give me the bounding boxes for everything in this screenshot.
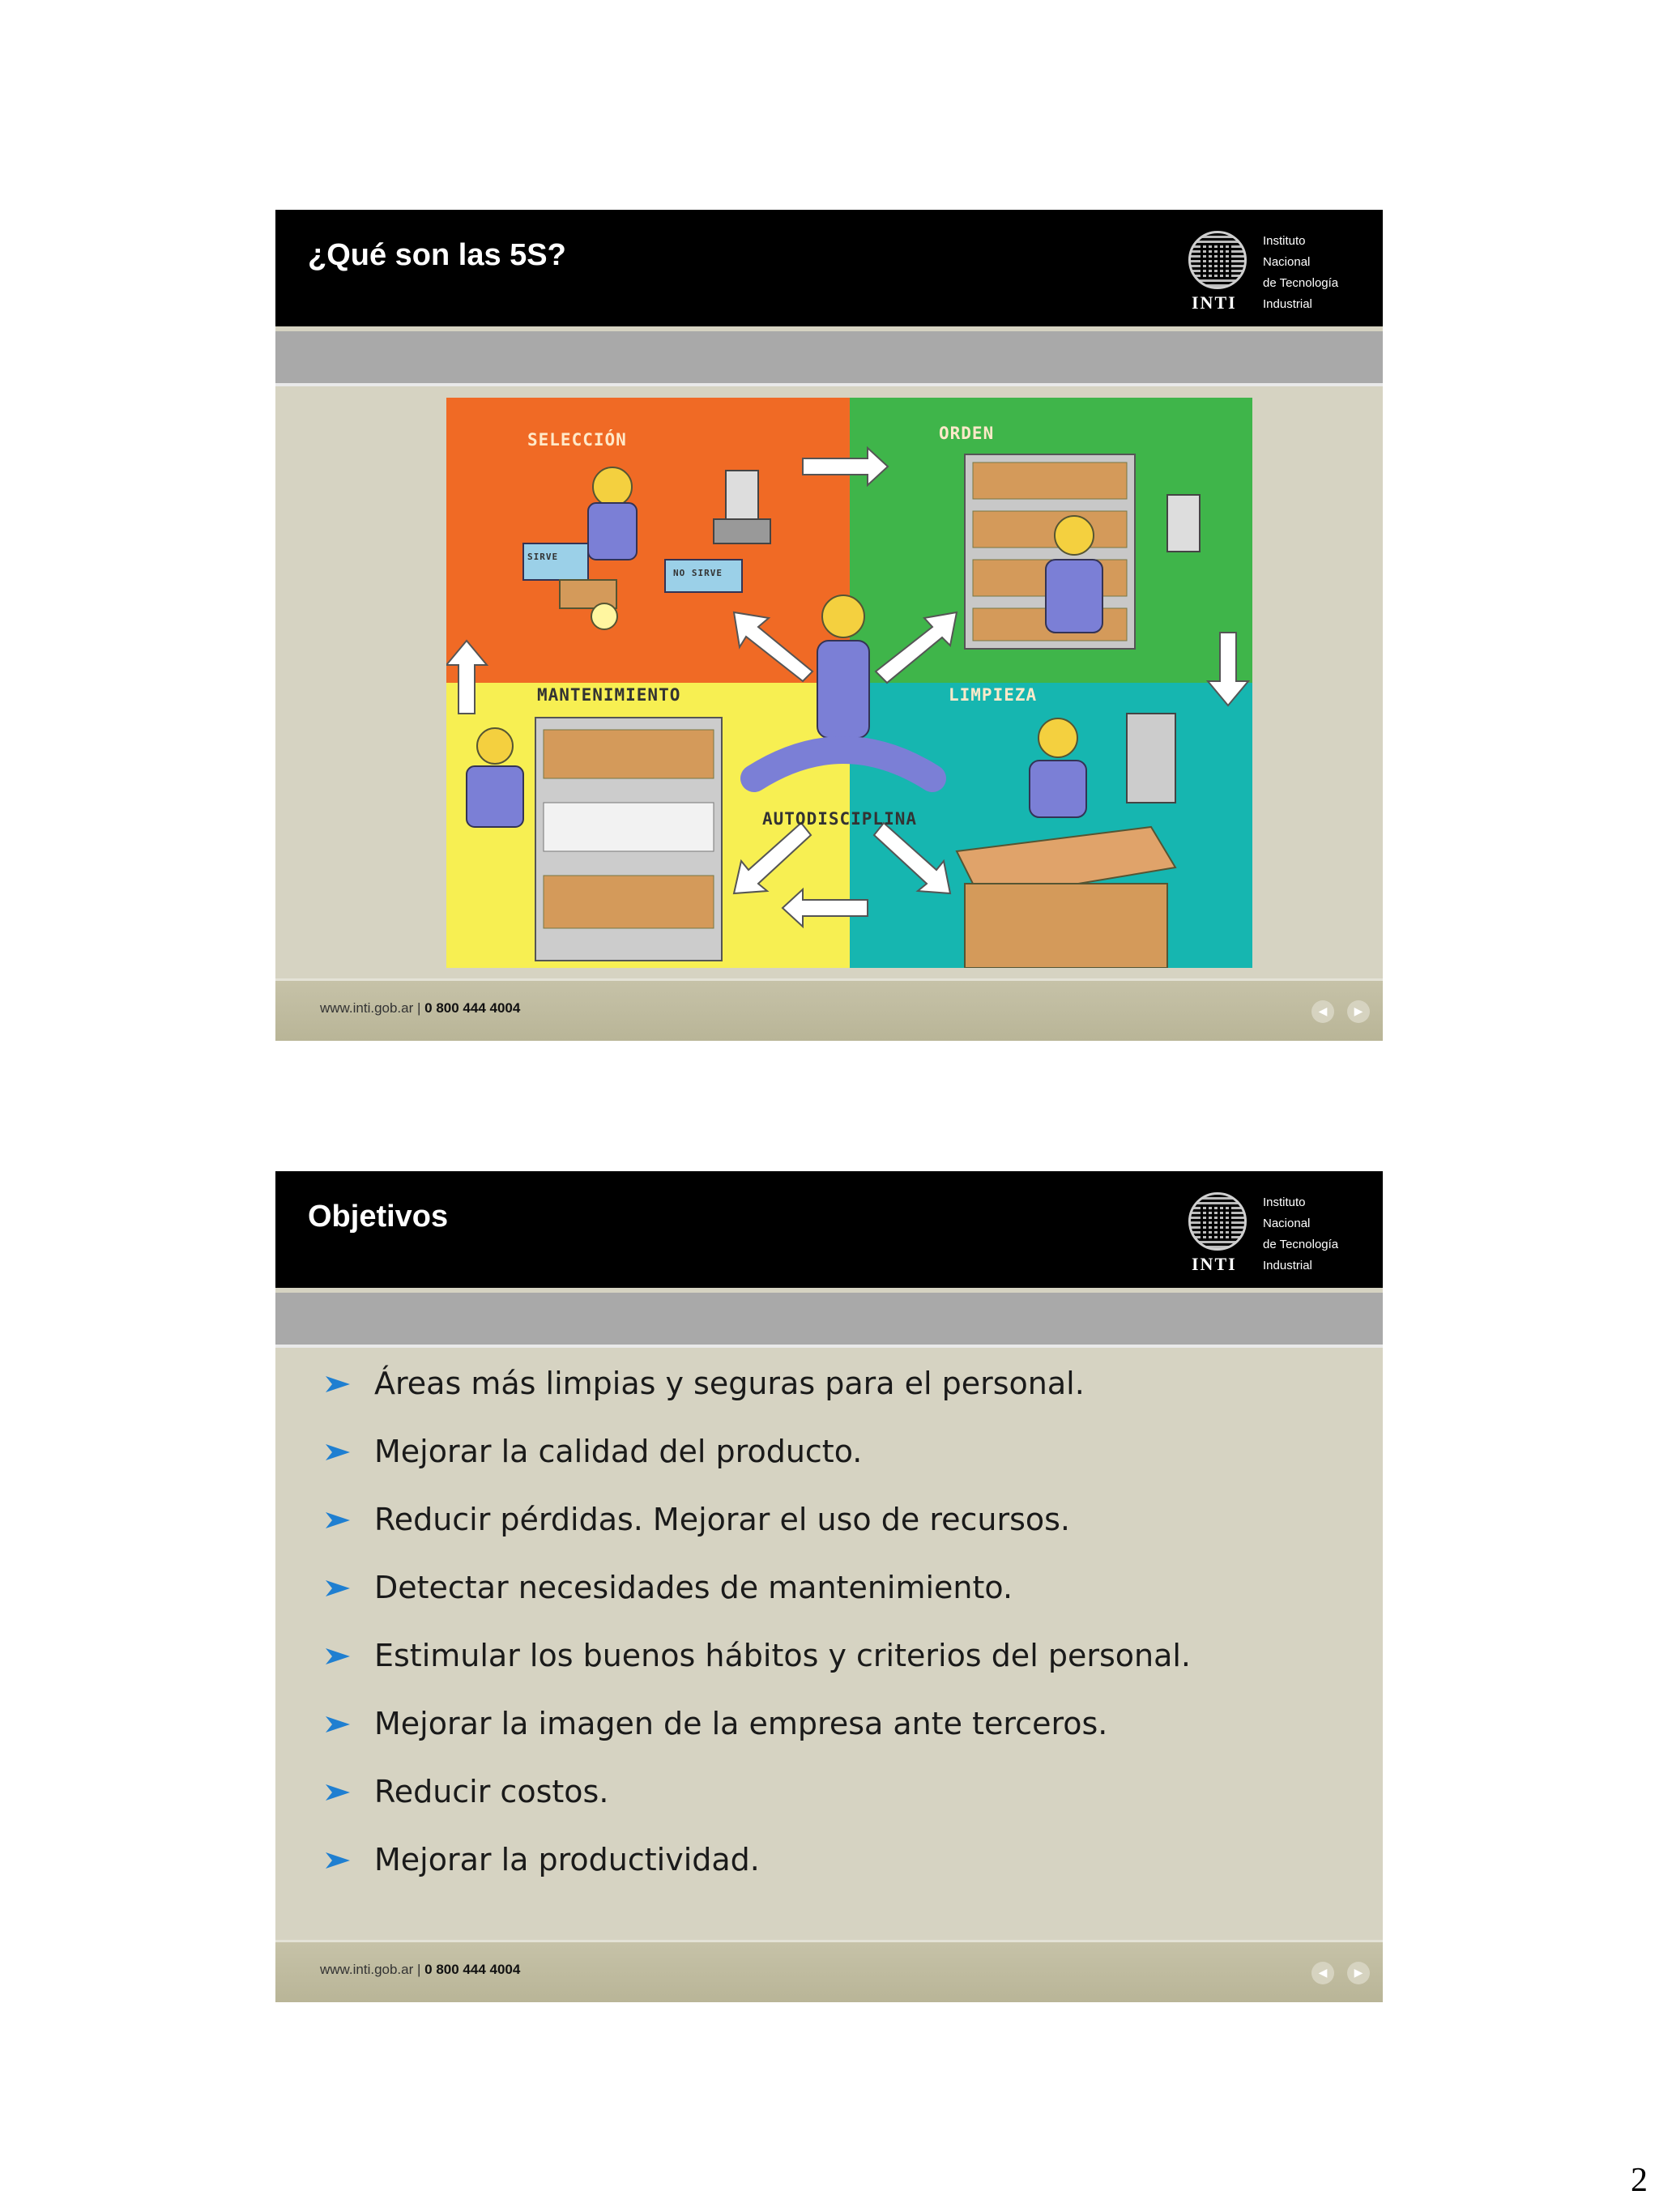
prev-icon[interactable]: ◀ xyxy=(1311,1962,1334,1984)
seleccion-scene xyxy=(523,467,770,629)
label-limpieza: LIMPIEZA xyxy=(949,685,1038,705)
label-autodisciplina: AUTODISCIPLINA xyxy=(762,809,918,829)
inti-logo xyxy=(1188,224,1367,315)
slide-objetivos xyxy=(275,1171,1383,2002)
footer-phone: 0 800 444 4004 xyxy=(424,1000,521,1016)
institute-name: Instituto Nacional de Tecnología Industrial xyxy=(1263,234,1339,311)
blue-chevron-icon xyxy=(324,1851,352,1870)
list-item: Mejorar la calidad del producto. xyxy=(324,1434,1191,1502)
slide-title: ¿Qué son las 5S? xyxy=(308,238,566,272)
footer-contact xyxy=(320,1000,520,1016)
blue-chevron-icon xyxy=(324,1511,352,1530)
footer-contact xyxy=(320,1962,520,1978)
list-item: Detectar necesidades de mantenimiento. xyxy=(324,1570,1191,1638)
box-label-no-sirve: NO SIRVE xyxy=(673,568,723,578)
label-mantenimiento: MANTENIMIENTO xyxy=(537,685,681,705)
header-band xyxy=(275,1293,1383,1348)
objectives-list xyxy=(324,1366,1191,1910)
inti-seal-icon xyxy=(1188,231,1247,289)
prev-icon[interactable]: ◀ xyxy=(1311,1000,1334,1023)
label-seleccion: SELECCIÓN xyxy=(527,430,627,450)
blue-chevron-icon xyxy=(324,1783,352,1802)
5s-diagram xyxy=(446,398,1252,968)
slide-header xyxy=(275,210,1383,326)
blue-chevron-icon xyxy=(324,1647,352,1666)
institute-name: Instituto Nacional de Tecnología Industrial xyxy=(1263,1196,1339,1272)
slide-header xyxy=(275,1171,1383,1288)
slide-footer xyxy=(275,978,1383,1041)
header-band xyxy=(275,331,1383,386)
orden-scene xyxy=(965,454,1200,649)
diagram-illustration xyxy=(446,398,1252,968)
slide-title: Objetivos xyxy=(308,1200,449,1234)
list-item: Mejorar la productividad. xyxy=(324,1842,1191,1910)
page-number: 2 xyxy=(1631,2162,1648,2199)
list-item: Reducir costos. xyxy=(324,1774,1191,1842)
inti-brand: INTI xyxy=(1192,1254,1237,1274)
slide-footer xyxy=(275,1940,1383,2002)
autodisciplina-worker xyxy=(754,595,932,778)
footer-url[interactable]: www.inti.gob.ar | xyxy=(320,1962,421,1977)
label-orden: ORDEN xyxy=(939,424,995,443)
list-item: Mejorar la imagen de la empresa ante terceros. xyxy=(324,1706,1191,1774)
footer-url[interactable]: www.inti.gob.ar | xyxy=(320,1000,421,1016)
slide-5s xyxy=(275,210,1383,1041)
blue-chevron-icon xyxy=(324,1375,352,1394)
inti-seal-icon xyxy=(1188,1192,1247,1251)
list-item: Reducir pérdidas. Mejorar el uso de recursos. xyxy=(324,1502,1191,1570)
limpieza-scene xyxy=(957,714,1175,968)
inti-logo xyxy=(1188,1186,1367,1276)
footer-phone: 0 800 444 4004 xyxy=(424,1962,521,1977)
list-item: Estimular los buenos hábitos y criterios del personal. xyxy=(324,1638,1191,1706)
blue-chevron-icon xyxy=(324,1715,352,1734)
blue-chevron-icon xyxy=(324,1579,352,1598)
blue-chevron-icon xyxy=(324,1443,352,1462)
inti-brand: INTI xyxy=(1192,292,1237,313)
list-item: Áreas más limpias y seguras para el personal. xyxy=(324,1366,1191,1434)
next-icon[interactable]: ▶ xyxy=(1347,1000,1370,1023)
next-icon[interactable]: ▶ xyxy=(1347,1962,1370,1984)
box-label-sirve: SIRVE xyxy=(527,552,559,562)
mantenimiento-scene xyxy=(467,718,722,961)
